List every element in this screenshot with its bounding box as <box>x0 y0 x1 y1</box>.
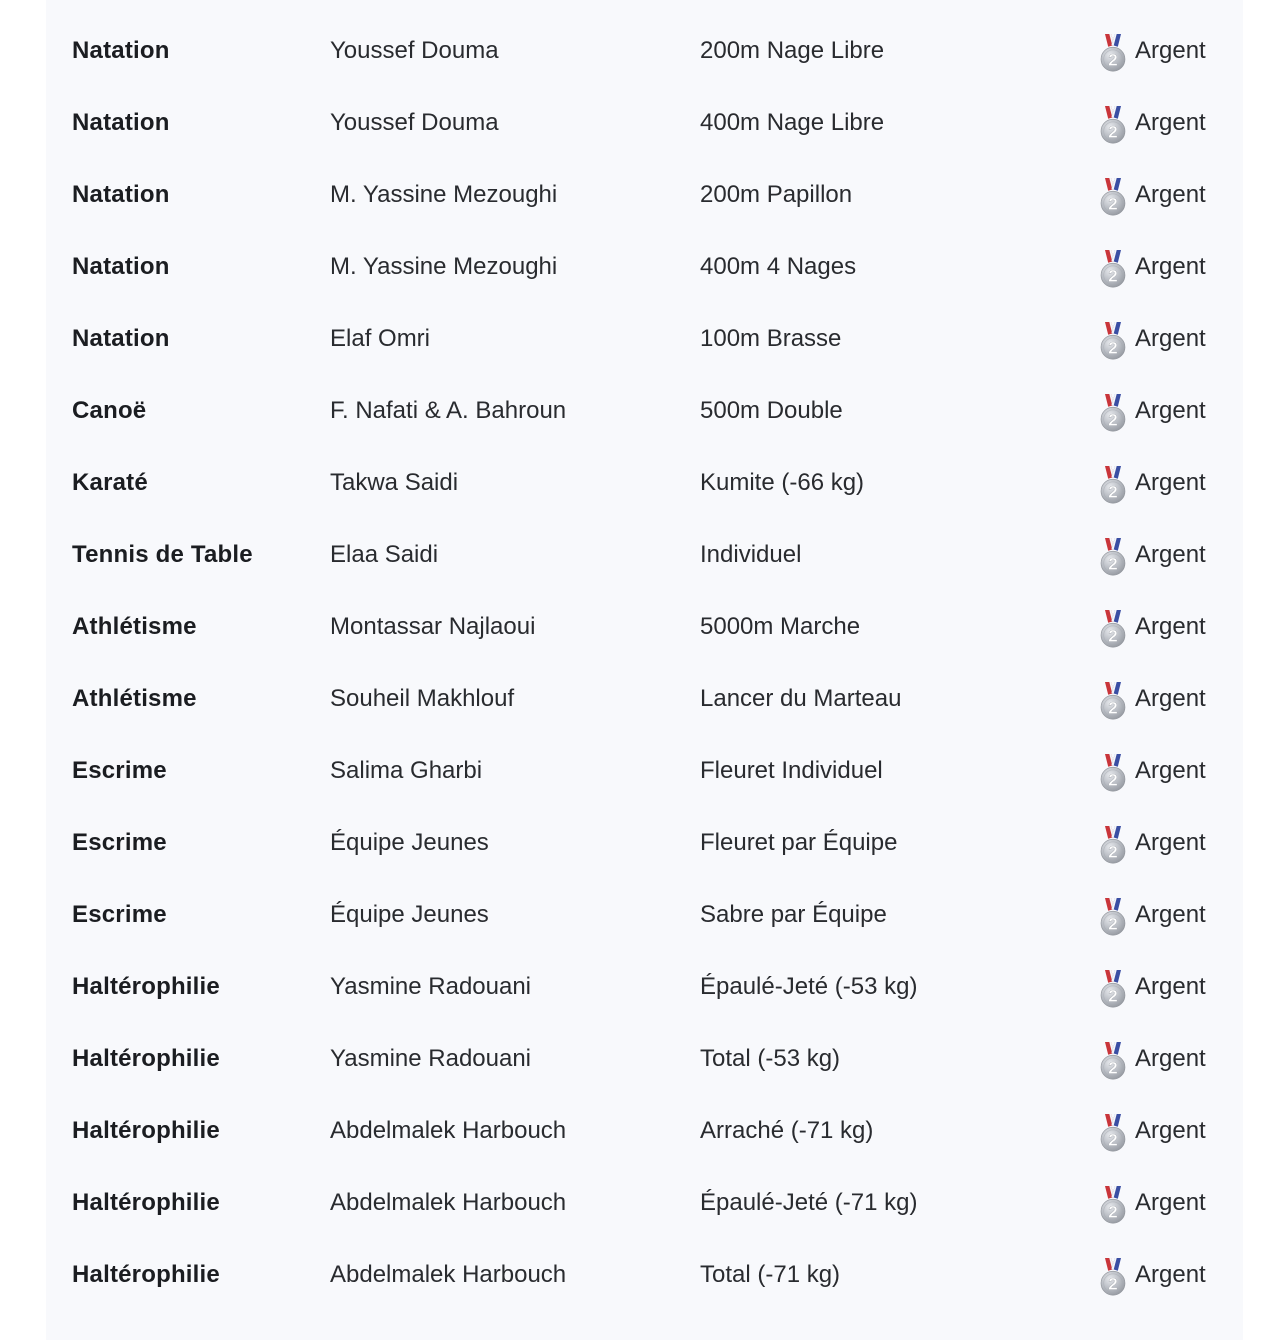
event-cell: 200m Nage Libre <box>700 36 885 64</box>
silver-medal-icon <box>1100 1042 1126 1080</box>
svg-text:2: 2 <box>1108 1201 1118 1221</box>
event-cell: Fleuret par Équipe <box>700 828 898 856</box>
sport-cell: Natation <box>72 252 170 280</box>
medal-cell <box>1100 1039 1223 1080</box>
athlete-cell: Équipe Jeunes <box>330 900 489 928</box>
medal-label: Argent <box>1135 1260 1206 1288</box>
athlete-cell: Elaf Omri <box>330 324 431 352</box>
svg-text:2: 2 <box>1108 121 1118 141</box>
svg-text:2: 2 <box>1108 337 1118 357</box>
athlete-cell: Takwa Saidi <box>330 468 459 496</box>
event-cell: 400m 4 Nages <box>700 252 857 280</box>
silver-medal-icon <box>1100 682 1126 720</box>
athlete-cell: Youssef Douma <box>330 36 499 64</box>
sport-cell: Natation <box>72 180 170 208</box>
medal-cell <box>1100 103 1223 144</box>
medal-label: Argent <box>1135 684 1206 712</box>
event-cell: Fleuret Individuel <box>700 756 883 784</box>
sport-cell: Athlétisme <box>72 612 197 640</box>
silver-medal-icon <box>1100 826 1126 864</box>
medal-label: Argent <box>1135 1116 1206 1144</box>
sport-cell: Escrime <box>72 828 167 856</box>
silver-medal-icon <box>1100 1186 1126 1224</box>
medal-cell <box>1100 751 1223 792</box>
svg-text:2: 2 <box>1108 49 1118 69</box>
table-row <box>46 447 1243 519</box>
athlete-cell: Yasmine Radouani <box>330 1044 532 1072</box>
event-cell: Arraché (-71 kg) <box>700 1116 874 1144</box>
medal-label: Argent <box>1135 1188 1206 1216</box>
table-row <box>46 663 1243 735</box>
svg-text:2: 2 <box>1108 481 1118 501</box>
medal-cell <box>1100 463 1223 504</box>
table-row <box>46 159 1243 231</box>
silver-medal-icon <box>1100 970 1126 1008</box>
athlete-cell: Yasmine Radouani <box>330 972 532 1000</box>
sport-cell: Athlétisme <box>72 684 197 712</box>
silver-medal-icon <box>1100 250 1126 288</box>
athlete-cell: Abdelmalek Harbouch <box>330 1188 567 1216</box>
silver-medal-icon <box>1100 538 1126 576</box>
svg-text:2: 2 <box>1108 913 1118 933</box>
silver-medal-icon <box>1100 322 1126 360</box>
medal-cell <box>1100 607 1223 648</box>
sport-cell: Canoë <box>72 396 147 424</box>
svg-text:2: 2 <box>1108 265 1118 285</box>
medal-cell <box>1100 319 1223 360</box>
table-row <box>46 519 1243 591</box>
svg-text:2: 2 <box>1108 1057 1118 1077</box>
medal-label: Argent <box>1135 612 1206 640</box>
table-row <box>46 15 1243 87</box>
event-cell: 200m Papillon <box>700 180 853 208</box>
medal-cell <box>1100 823 1223 864</box>
sport-cell: Natation <box>72 108 170 136</box>
silver-medal-icon <box>1100 178 1126 216</box>
medal-label: Argent <box>1135 252 1206 280</box>
sport-cell: Haltérophilie <box>72 1044 220 1072</box>
medal-label: Argent <box>1135 396 1206 424</box>
svg-text:2: 2 <box>1108 697 1118 717</box>
medal-cell <box>1100 31 1223 72</box>
svg-text:2: 2 <box>1108 1273 1118 1293</box>
table-row <box>46 87 1243 159</box>
medal-label: Argent <box>1135 36 1206 64</box>
sport-cell: Natation <box>72 36 170 64</box>
event-cell: 500m Double <box>700 396 843 424</box>
medal-cell <box>1100 175 1223 216</box>
svg-text:2: 2 <box>1108 769 1118 789</box>
medal-label: Argent <box>1135 1044 1206 1072</box>
sport-cell: Natation <box>72 324 170 352</box>
medal-label: Argent <box>1135 108 1206 136</box>
event-cell: Épaulé-Jeté (-53 kg) <box>700 972 918 1000</box>
table-row <box>46 1239 1243 1311</box>
event-cell: Épaulé-Jeté (-71 kg) <box>700 1188 918 1216</box>
silver-medal-icon <box>1100 466 1126 504</box>
athlete-cell: Abdelmalek Harbouch <box>330 1116 567 1144</box>
svg-text:2: 2 <box>1108 625 1118 645</box>
medal-cell <box>1100 1111 1223 1152</box>
medal-cell <box>1100 247 1223 288</box>
table-row <box>46 1095 1243 1167</box>
svg-text:2: 2 <box>1108 193 1118 213</box>
medal-label: Argent <box>1135 468 1206 496</box>
table-row <box>46 879 1243 951</box>
svg-text:2: 2 <box>1108 985 1118 1005</box>
silver-medal-icon <box>1100 1114 1126 1152</box>
event-cell: Total (-71 kg) <box>700 1260 841 1288</box>
athlete-cell: M. Yassine Mezoughi <box>330 252 558 280</box>
athlete-cell: Salima Gharbi <box>330 756 483 784</box>
event-cell: 100m Brasse <box>700 324 842 352</box>
medal-label: Argent <box>1135 324 1206 352</box>
medal-cell <box>1100 679 1223 720</box>
table-row <box>46 591 1243 663</box>
athlete-cell: F. Nafati & A. Bahroun <box>330 396 567 424</box>
athlete-cell: Abdelmalek Harbouch <box>330 1260 567 1288</box>
table-row <box>46 735 1243 807</box>
table-row <box>46 951 1243 1023</box>
sport-cell: Haltérophilie <box>72 972 220 1000</box>
event-cell: 5000m Marche <box>700 612 861 640</box>
sport-cell: Karaté <box>72 468 148 496</box>
table-row <box>46 303 1243 375</box>
event-cell: 400m Nage Libre <box>700 108 885 136</box>
medal-cell <box>1100 391 1223 432</box>
table-row <box>46 1167 1243 1239</box>
event-cell: Total (-53 kg) <box>700 1044 841 1072</box>
medal-label: Argent <box>1135 900 1206 928</box>
athlete-cell: Youssef Douma <box>330 108 499 136</box>
svg-text:2: 2 <box>1108 553 1118 573</box>
silver-medal-icon <box>1100 610 1126 648</box>
medal-label: Argent <box>1135 756 1206 784</box>
athlete-cell: Souheil Makhlouf <box>330 684 515 712</box>
medal-cell <box>1100 535 1223 576</box>
sport-cell: Haltérophilie <box>72 1260 220 1288</box>
athlete-cell: Montassar Najlaoui <box>330 612 536 640</box>
medals-table-panel <box>46 0 1243 1340</box>
svg-text:2: 2 <box>1108 1129 1118 1149</box>
sport-cell: Tennis de Table <box>72 540 253 568</box>
sport-cell: Haltérophilie <box>72 1188 220 1216</box>
table-row <box>46 1023 1243 1095</box>
event-cell: Sabre par Équipe <box>700 900 887 928</box>
silver-medal-icon <box>1100 754 1126 792</box>
medal-label: Argent <box>1135 180 1206 208</box>
silver-medal-icon <box>1100 394 1126 432</box>
medal-cell <box>1100 895 1223 936</box>
medal-cell <box>1100 1183 1223 1224</box>
medal-cell <box>1100 1255 1223 1296</box>
table-row <box>46 807 1243 879</box>
athlete-cell: M. Yassine Mezoughi <box>330 180 558 208</box>
svg-text:2: 2 <box>1108 841 1118 861</box>
sport-cell: Escrime <box>72 756 167 784</box>
svg-text:2: 2 <box>1108 409 1118 429</box>
athlete-cell: Équipe Jeunes <box>330 828 489 856</box>
athlete-cell: Elaa Saidi <box>330 540 439 568</box>
event-cell: Lancer du Marteau <box>700 684 902 712</box>
silver-medal-icon <box>1100 106 1126 144</box>
silver-medal-icon <box>1100 1258 1126 1296</box>
event-cell: Individuel <box>700 540 802 568</box>
medal-label: Argent <box>1135 972 1206 1000</box>
silver-medal-icon <box>1100 34 1126 72</box>
table-row <box>46 231 1243 303</box>
silver-medal-icon <box>1100 898 1126 936</box>
sport-cell: Haltérophilie <box>72 1116 220 1144</box>
medal-label: Argent <box>1135 540 1206 568</box>
medals-table <box>46 0 1243 1311</box>
sport-cell: Escrime <box>72 900 167 928</box>
event-cell: Kumite (-66 kg) <box>700 468 865 496</box>
medal-label: Argent <box>1135 828 1206 856</box>
table-row <box>46 375 1243 447</box>
medal-cell <box>1100 967 1223 1008</box>
